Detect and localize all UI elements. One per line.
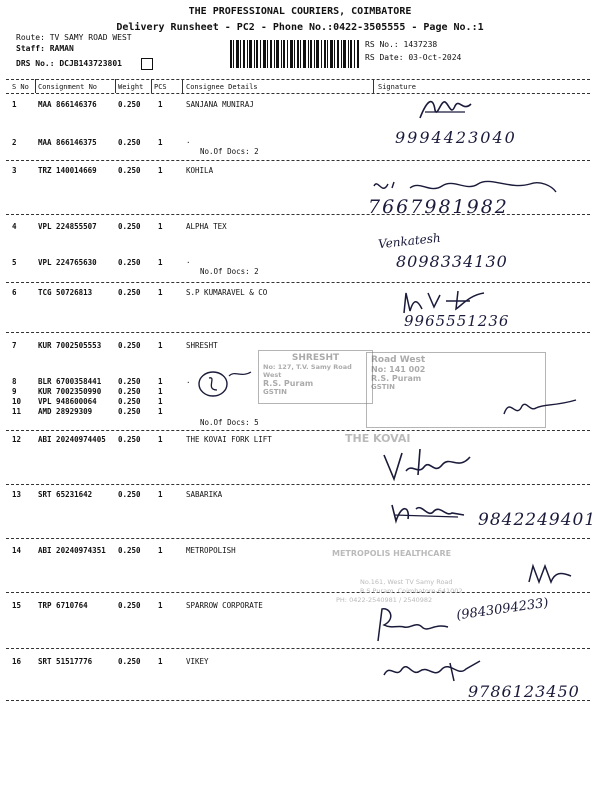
col-consignment: Consignment No <box>38 83 98 91</box>
handwritten-phone-16: 9786123450 <box>468 682 580 701</box>
shresht-stamp-2: Road West No: 141 002 R.S. Puram GSTIN <box>366 352 546 428</box>
row-details: SPARROW CORPORATE <box>186 601 263 610</box>
metropolis-stamp-phone: PH: 0422-2540981 / 2540982 <box>336 596 433 604</box>
metropolis-stamp: METROPOLIS HEALTHCARE <box>332 549 452 558</box>
col-divider <box>151 79 152 93</box>
row-consignment: MAA 866146375 <box>38 138 97 147</box>
row-weight: 0.250 <box>118 222 141 231</box>
row-weight: 0.250 <box>118 657 141 666</box>
row-sno: 6 <box>12 288 17 297</box>
row-weight: 0.250 <box>118 546 141 555</box>
row-consignment: TCG 50726813 <box>38 288 93 297</box>
row-weight: 0.250 <box>118 258 141 267</box>
group-divider <box>6 484 590 485</box>
col-pcs: PCS <box>154 83 167 91</box>
row-details: VIKEY <box>186 657 209 666</box>
row-consignment: TRZ 140014669 <box>38 166 97 175</box>
signature-13 <box>388 497 468 525</box>
row-details: SHRESHT <box>186 341 218 350</box>
signature-16 <box>380 655 500 685</box>
row-pcs: 1 <box>158 490 163 499</box>
staff-label: Staff: RAMAN <box>16 44 74 53</box>
row-consignment: SRT 65231642 <box>38 490 93 499</box>
row-weight: 0.250 <box>118 138 141 147</box>
row-pcs: 1 <box>158 407 163 416</box>
signature-14 <box>525 560 575 588</box>
row-consignment: KUR 7002505553 <box>38 341 102 350</box>
row-details: SANJANA MUNIRAJ <box>186 100 254 109</box>
rs-number: RS No.: 1437238 <box>365 40 438 49</box>
route-label: Route: TV SAMY ROAD WEST <box>16 33 132 42</box>
row-sno: 12 <box>12 435 22 444</box>
signature-12 <box>380 445 480 485</box>
group-divider <box>6 332 590 333</box>
group-divider <box>6 592 590 593</box>
row-consignment: ABI 20240974351 <box>38 546 106 555</box>
row-consignment: AMD 28929309 <box>38 407 93 416</box>
row-weight: 0.250 <box>118 387 141 396</box>
row-pcs: 1 <box>158 222 163 231</box>
row-sno: 8 <box>12 377 17 386</box>
row-details: ALPHA TEX <box>186 222 227 231</box>
row-details: SABARIKA <box>186 490 223 499</box>
row-details: S.P KUMARAVEL & CO <box>186 288 268 297</box>
row-weight: 0.250 <box>118 490 141 499</box>
row-consignment: ABI 20240974405 <box>38 435 106 444</box>
row-details: . <box>186 256 191 265</box>
signature-11 <box>500 392 580 422</box>
row-pcs: 1 <box>158 387 163 396</box>
handwritten-phone-13: 9842249401 <box>478 510 597 530</box>
row-sno: 3 <box>12 166 17 175</box>
row-pcs: 1 <box>158 100 163 109</box>
row-weight: 0.250 <box>118 100 141 109</box>
group-divider <box>6 282 590 283</box>
row-details: . <box>186 376 191 385</box>
row-sno: 15 <box>12 601 22 610</box>
signature-1 <box>415 92 475 124</box>
row-weight: 0.250 <box>118 341 141 350</box>
row-details: METROPOLISH <box>186 546 236 555</box>
row-details: THE KOVAI FORK LIFT <box>186 435 272 444</box>
row-pcs: 1 <box>158 397 163 406</box>
row-consignment: BLR 6700358441 <box>38 377 102 386</box>
row-pcs: 1 <box>158 138 163 147</box>
shresht-stamp: SHRESHT No: 127, T.V. Samy Road West R.S. Puram GSTIN <box>258 350 373 404</box>
group-divider <box>6 648 590 649</box>
drs-number: DRS No.: DCJB143723801 <box>16 59 122 68</box>
row-consignment: TRP 6710764 <box>38 601 88 610</box>
col-signature: Signature <box>378 83 416 91</box>
row-weight: 0.250 <box>118 435 141 444</box>
handwritten-phone-1: 9994423040 <box>395 128 517 147</box>
col-weight: Weight <box>118 83 144 91</box>
col-details: Consignee Details <box>186 83 258 91</box>
row-weight: 0.250 <box>118 397 141 406</box>
row-weight: 0.250 <box>118 601 141 610</box>
row-docs: No.Of Docs: 2 <box>200 147 259 156</box>
group-divider <box>6 430 590 431</box>
row-pcs: 1 <box>158 546 163 555</box>
col-divider <box>182 79 183 93</box>
company-title: THE PROFESSIONAL COURIERS, COIMBATORE <box>188 6 412 17</box>
handwritten-name-4: Venkatesh <box>377 230 442 252</box>
col-divider <box>115 79 116 93</box>
row-consignment: KUR 7002350990 <box>38 387 102 396</box>
col-divider <box>35 79 36 93</box>
row-sno: 7 <box>12 341 17 350</box>
handwritten-phone-15: (9843094233) <box>455 595 550 624</box>
row-pcs: 1 <box>158 601 163 610</box>
row-details: KOHILA <box>186 166 214 175</box>
metropolis-stamp-city: R.S.Puram, Coimbatore-641002 <box>360 587 463 595</box>
runsheet-title: Delivery Runsheet - PC2 - Phone No.:0422-3505555 - Page No.:1 <box>116 22 484 33</box>
row-docs: No.Of Docs: 2 <box>200 267 259 276</box>
row-weight: 0.250 <box>118 166 141 175</box>
handwritten-phone-3: 7667981982 <box>368 196 509 218</box>
row-pcs: 1 <box>158 166 163 175</box>
row-sno: 14 <box>12 546 22 555</box>
row-sno: 9 <box>12 387 17 396</box>
row-consignment: VPL 224855507 <box>38 222 97 231</box>
col-sno: S No <box>12 83 29 91</box>
row-sno: 13 <box>12 490 22 499</box>
row-consignment: VPL 224765630 <box>38 258 97 267</box>
barcode-image <box>230 40 360 68</box>
group-divider <box>6 160 590 161</box>
row-weight: 0.250 <box>118 288 141 297</box>
handwritten-phone-6: 9965551236 <box>404 312 510 330</box>
group-divider <box>6 538 590 539</box>
metropolis-stamp-address: No.161, West TV Samy Road <box>360 578 453 586</box>
row-details: . <box>186 136 191 145</box>
row-pcs: 1 <box>158 657 163 666</box>
row-pcs: 1 <box>158 341 163 350</box>
row-consignment: VPL 948600064 <box>38 397 97 406</box>
row-sno: 11 <box>12 407 22 416</box>
row-docs: No.Of Docs: 5 <box>200 418 259 427</box>
header-divider-bottom <box>6 93 590 94</box>
handwritten-phone-4: 8098334130 <box>396 252 508 271</box>
row-sno: 2 <box>12 138 17 147</box>
drs-checkbox <box>141 58 153 70</box>
signature-15 <box>372 605 452 645</box>
row-consignment: MAA 866146376 <box>38 100 97 109</box>
row-consignment: SRT 51517776 <box>38 657 93 666</box>
row-sno: 16 <box>12 657 22 666</box>
kovai-stamp: THE KOVAI <box>345 432 411 445</box>
signature-7 <box>195 362 255 400</box>
col-divider <box>373 79 374 93</box>
row-sno: 1 <box>12 100 17 109</box>
row-sno: 5 <box>12 258 17 267</box>
row-sno: 10 <box>12 397 22 406</box>
row-weight: 0.250 <box>118 377 141 386</box>
row-pcs: 1 <box>158 258 163 267</box>
row-pcs: 1 <box>158 288 163 297</box>
header-divider-top <box>6 79 590 80</box>
rs-date: RS Date: 03-Oct-2024 <box>365 53 462 62</box>
row-pcs: 1 <box>158 377 163 386</box>
row-weight: 0.250 <box>118 407 141 416</box>
row-sno: 4 <box>12 222 17 231</box>
row-pcs: 1 <box>158 435 163 444</box>
